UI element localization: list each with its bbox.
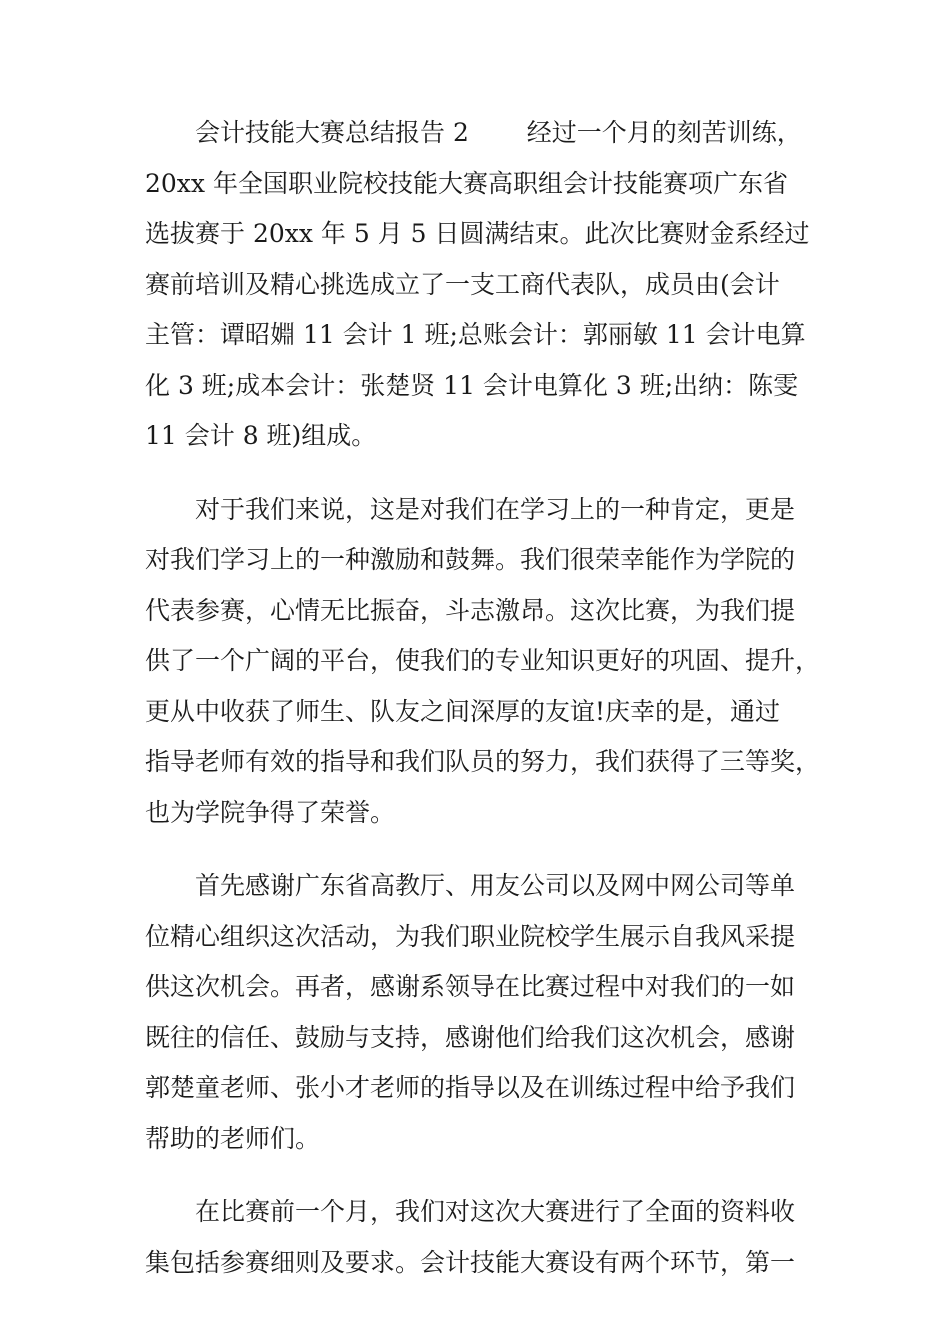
paragraph-line: 集包括参赛细则及要求。会计技能大赛设有两个环节，第一 [145, 1247, 796, 1277]
paragraph-line: 更从中收获了师生、队友之间深厚的友谊!庆幸的是，通过 [145, 696, 781, 726]
paragraph-line: 对于我们来说，这是对我们在学习上的一种肯定，更是 [145, 494, 796, 524]
paragraph-line: 帮助的老师们。 [145, 1123, 321, 1153]
paragraph-1 [145, 108, 815, 462]
paragraph-line: 首先感谢广东省高教厅、用友公司以及网中网公司等单 [145, 871, 796, 900]
paragraph-line: 位精心组织这次活动，为我们职业院校学生展示自我风采提 [145, 921, 796, 951]
paragraph-line: 化 3 班;成本会计：张楚贤 11 会计电算化 3 班;出纳：陈雯 [145, 370, 799, 400]
paragraph-line: 供这次机会。再者，感谢系领导在比赛过程中对我们的一如 [145, 972, 796, 1001]
paragraph-line: 选拔赛于 20xx 年 5 月 5 日圆满结束。此次比赛财金系经过 [145, 219, 810, 248]
paragraph-line: 会计技能大赛总结报告 2 经过一个月的刻苦训练， [145, 118, 802, 147]
paragraph-line: 郭楚童老师、张小才老师的指导以及在训练过程中给予我们 [145, 1073, 796, 1102]
paragraph-line: 在比赛前一个月，我们对这次大赛进行了全面的资料收 [145, 1197, 796, 1226]
paragraph-line: 20xx 年全国职业院校技能大赛高职组会计技能赛项广东省 [145, 168, 788, 198]
paragraph-line: 对我们学习上的一种激励和鼓舞。我们很荣幸能作为学院的 [145, 545, 796, 574]
paragraph-line: 指导老师有效的指导和我们队员的努力，我们获得了三等奖， [145, 747, 821, 776]
paragraph-line: 主管：谭昭婣 11 会计 1 班;总账会计：郭丽敏 11 会计电算 [145, 320, 806, 349]
paragraph-line: 也为学院争得了荣誉。 [145, 797, 396, 827]
paragraph-3 [145, 861, 815, 1164]
paragraph-line: 11 会计 8 班)组成。 [145, 421, 377, 450]
paragraph-2 [145, 485, 821, 839]
paragraph-line: 赛前培训及精心挑选成立了一支工商代表队，成员由(会计 [145, 269, 780, 299]
document-body [145, 108, 821, 1288]
paragraph-line: 代表参赛，心情无比振奋，斗志激昂。这次比赛，为我们提 [145, 595, 796, 625]
paragraph-line: 供了一个广阔的平台，使我们的专业知识更好的巩固、提升， [145, 646, 821, 675]
paragraph-4 [145, 1187, 815, 1288]
paragraph-line: 既往的信任、鼓励与支持，感谢他们给我们这次机会，感谢 [145, 1022, 796, 1052]
